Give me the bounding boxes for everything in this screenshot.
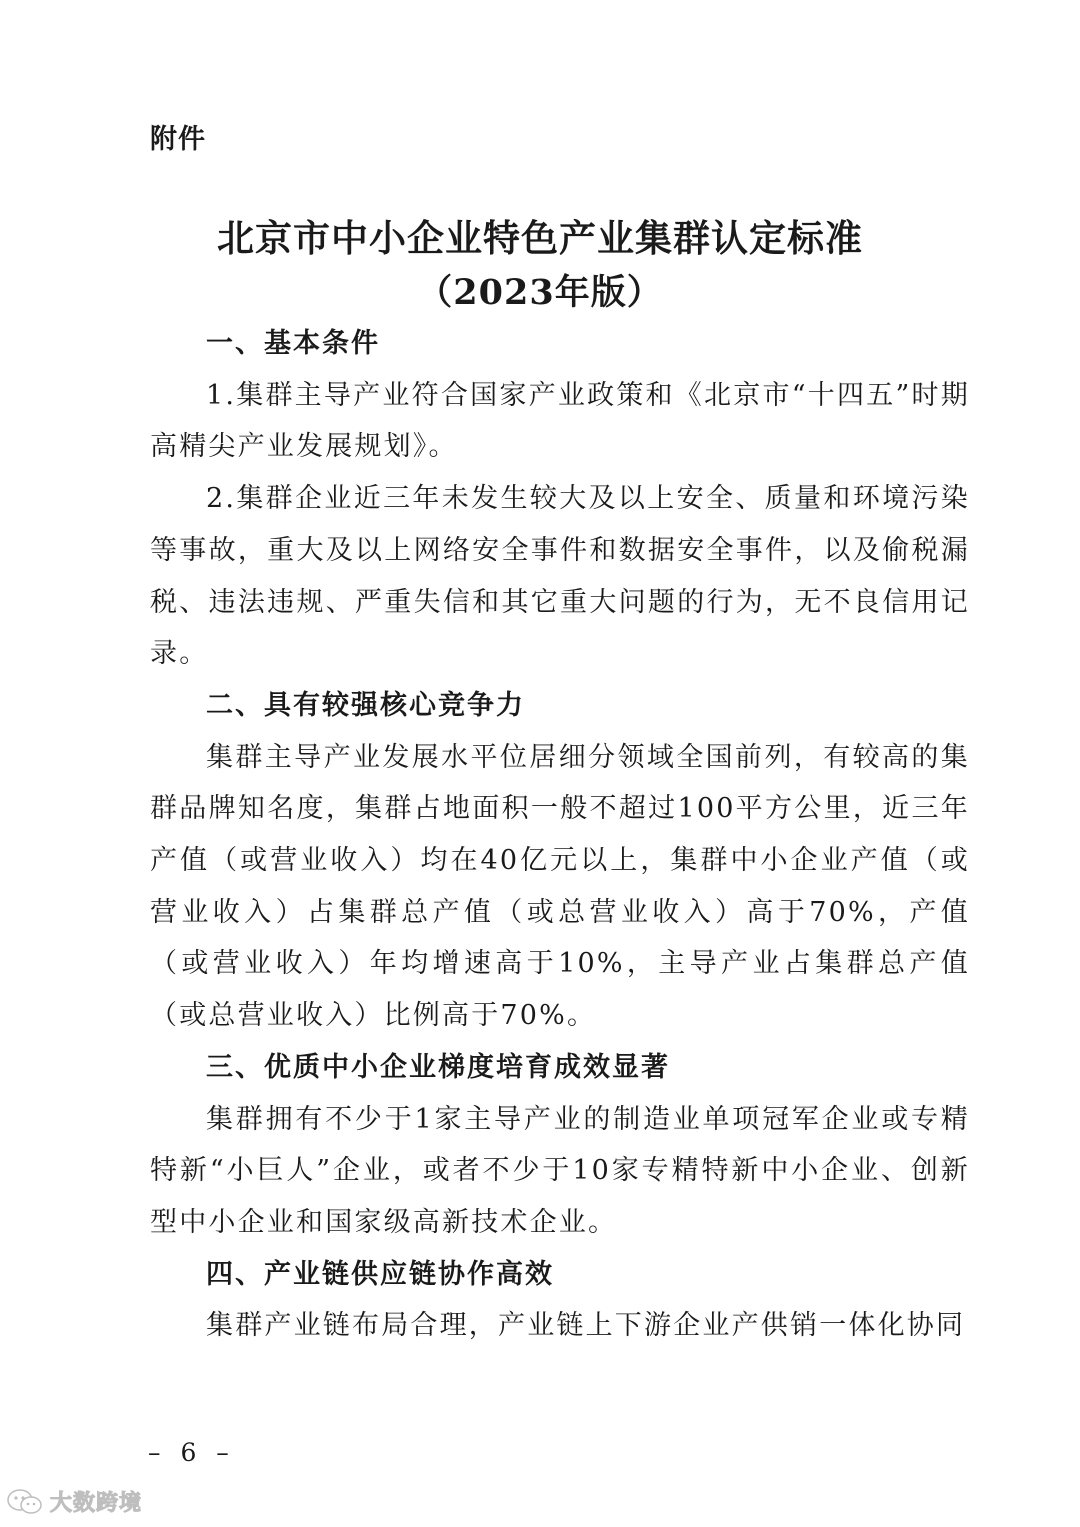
page-number: – 6 –	[148, 1438, 235, 1467]
document-title	[0, 212, 1080, 320]
watermark-text: 大数跨境	[50, 1491, 143, 1516]
paragraph-2-1: 集群主导产业发展水平位居细分领域全国前列，有较高的集群品牌知名度，集群占地面积一般不超过100平方公里，近三年产值（或营业收入）均在40亿元以上，集群中小企业产值（或营业收入）占集群总产值（或总营业收入）高于70%，产值（或营业收入）年均增速高于10%，主导产业占集群总产值（或总营业收入）比例高于70%。	[150, 741, 970, 1032]
document-body	[150, 318, 970, 1352]
attachment-label: 附件	[150, 124, 206, 155]
paragraph-4-1: 集群产业链布局合理，产业链上下游企业产供销一体化协同	[206, 1310, 966, 1342]
title-line-2: （2023年版）	[417, 272, 663, 313]
watermark	[6, 1486, 142, 1517]
paragraph-1-2: 2.集群企业近三年未发生较大及以上安全、质量和环境污染等事故，重大及以上网络安全事件和数据安全事件，以及偷税漏税、违法违规、严重失信和其它重大问题的行为，无不良信用记录。	[150, 483, 970, 670]
section-heading-2: 二、具有较强核心竞争力	[206, 689, 525, 721]
title-line-1: 北京市中小企业特色产业集群认定标准	[217, 217, 863, 260]
paragraph-1-1: 1.集群主导产业符合国家产业政策和《北京市“十四五”时期高精尖产业发展规划》。	[150, 379, 970, 463]
section-heading-1: 一、基本条件	[206, 328, 380, 359]
paragraph-3-1: 集群拥有不少于1家主导产业的制造业单项冠军企业或专精特新“小巨人”企业，或者不少于10家专精特新中小企业、创新型中小企业和国家级高新技术企业。	[150, 1103, 970, 1238]
section-heading-4: 四、产业链供应链协作高效	[206, 1258, 554, 1290]
section-heading-3: 三、优质中小企业梯度培育成效显著	[206, 1051, 670, 1083]
wechat-logo-icon	[6, 1487, 44, 1517]
